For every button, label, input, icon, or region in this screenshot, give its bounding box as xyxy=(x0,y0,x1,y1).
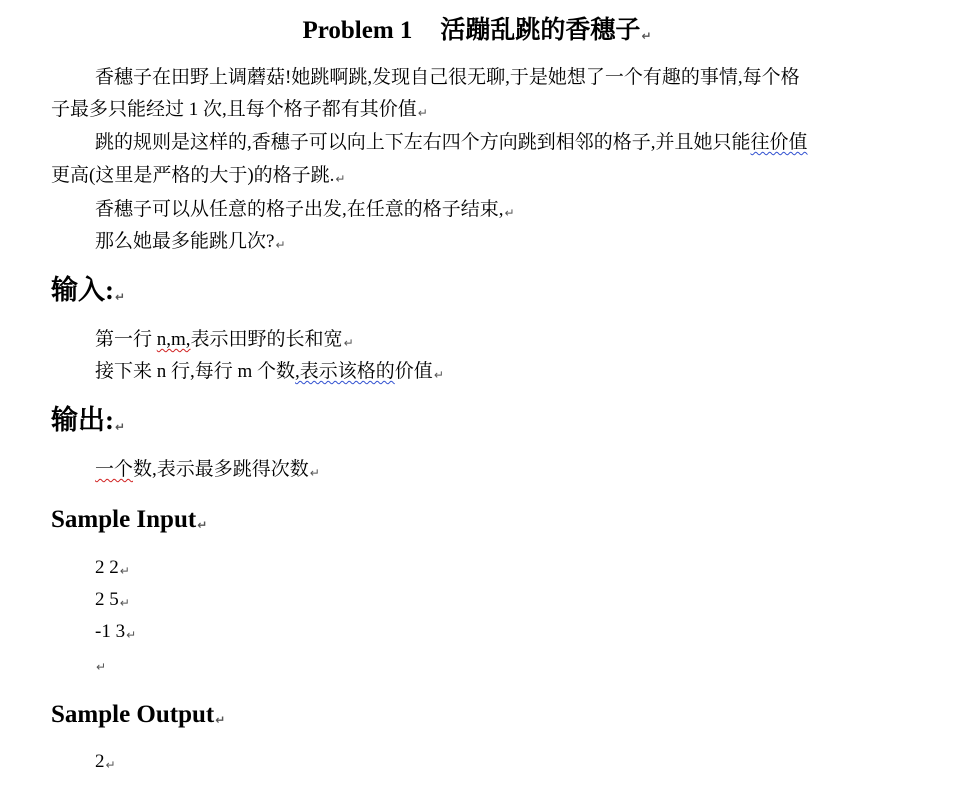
sample-input-heading: Sample Input↵ xyxy=(51,506,208,533)
paragraph-mark-icon: ↵ xyxy=(641,29,652,43)
sample-input-line xyxy=(95,651,106,680)
description-paragraph-3: 香穗子可以从任意的格子出发,在任意的格子结束,↵ xyxy=(95,199,515,220)
paragraph-mark-icon: ↵ xyxy=(119,564,130,578)
spellcheck-underline: ,表示该格的 xyxy=(295,361,395,382)
paragraph-mark-icon: ↵ xyxy=(343,336,354,350)
description-paragraph-4: 那么她最多能跳几次?↵ xyxy=(95,231,286,252)
sample-output-heading: Sample Output↵ xyxy=(51,701,226,728)
paragraph-mark-icon: ↵ xyxy=(105,758,116,772)
sample-output-line: 2↵ xyxy=(95,751,116,772)
paragraph-mark-icon: ↵ xyxy=(197,518,208,532)
description-paragraph-2-line-2: 更高(这里是严格的大于)的格子跳.↵ xyxy=(51,165,346,186)
sample-input-line: 2 2↵ xyxy=(95,557,130,578)
paragraph-mark-icon: ↵ xyxy=(115,290,126,304)
description-paragraph-2-line-1: 跳的规则是这样的,香穗子可以向上下左右四个方向跳到相邻的格子,并且她只能往价值 xyxy=(95,132,808,153)
spellcheck-underline: 往价值 xyxy=(750,132,808,153)
problem-label: Problem 1 xyxy=(302,17,413,44)
output-line-1: 一个数,表示最多跳得次数↵ xyxy=(95,459,320,480)
spellcheck-underline: n,m, xyxy=(156,329,191,350)
description-paragraph-1-line-2: 子最多只能经过 1 次,且每个格子都有其价值↵ xyxy=(51,99,428,120)
paragraph-mark-icon: ↵ xyxy=(96,660,107,674)
problem-name: 活蹦乱跳的香穗子 xyxy=(440,17,641,44)
paragraph-mark-icon: ↵ xyxy=(275,238,286,252)
paragraph-mark-icon: ↵ xyxy=(309,466,320,480)
paragraph-mark-icon: ↵ xyxy=(504,206,515,220)
input-line-1: 第一行 n,m,表示田野的长和宽↵ xyxy=(95,329,354,350)
description-paragraph-1-line-1: 香穗子在田野上调蘑菇!她跳啊跳,发现自己很无聊,于是她想了一个有趣的事情,每个格 xyxy=(95,67,800,88)
spellcheck-underline: 一个 xyxy=(95,459,134,480)
input-heading: 输入:↵ xyxy=(51,275,126,305)
paragraph-mark-icon: ↵ xyxy=(417,106,428,120)
paragraph-mark-icon: ↵ xyxy=(335,172,346,186)
paragraph-mark-icon: ↵ xyxy=(126,628,137,642)
paragraph-mark-icon: ↵ xyxy=(433,368,444,382)
input-line-2: 接下来 n 行,每行 m 个数,表示该格的价值↵ xyxy=(95,361,444,382)
output-heading: 输出:↵ xyxy=(51,405,126,435)
sample-input-line: -1 3↵ xyxy=(95,621,137,642)
paragraph-mark-icon: ↵ xyxy=(119,596,130,610)
problem-title xyxy=(0,14,954,53)
paragraph-mark-icon: ↵ xyxy=(115,420,126,434)
sample-input-line: 2 5↵ xyxy=(95,589,130,610)
paragraph-mark-icon: ↵ xyxy=(215,713,226,727)
